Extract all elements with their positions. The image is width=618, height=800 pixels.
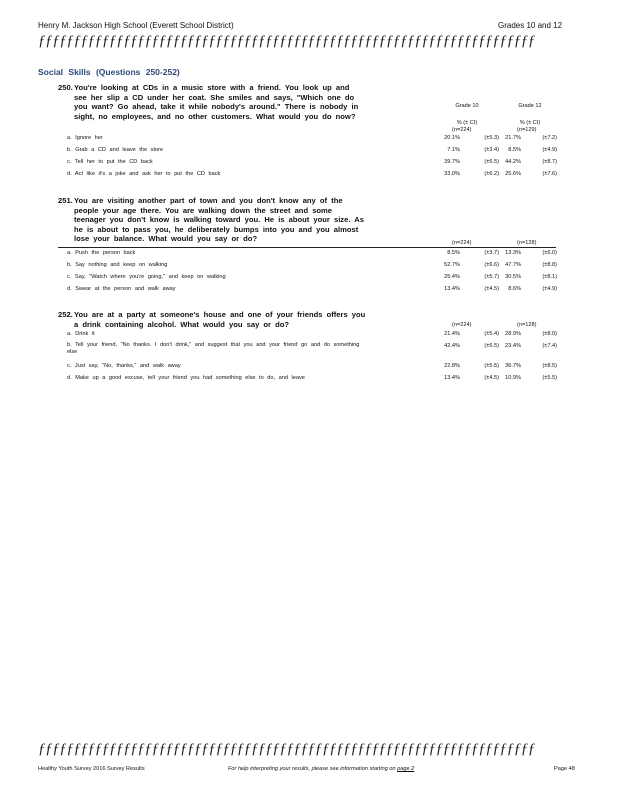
question-251 bbox=[58, 196, 366, 244]
grade10-ci: (±5.4) bbox=[484, 331, 499, 337]
grade10-header: Grade 10 bbox=[455, 103, 479, 109]
decorative-rule-top: ƒƒƒƒƒƒƒƒƒƒƒƒƒƒƒƒƒƒƒƒƒƒƒƒƒƒƒƒƒƒƒƒƒƒƒƒƒƒƒƒƒƒƒƒƒƒƒƒƒƒƒƒƒƒƒƒƒƒƒƒƒƒƒƒƒƒƒƒƒƒ bbox=[38, 33, 536, 49]
answer-label: c. Say, "Watch where you're going," and keep on walking bbox=[67, 274, 226, 280]
grade12-ci: (±4.9) bbox=[542, 286, 557, 292]
grade12-value: 30.5% bbox=[505, 274, 521, 280]
grade12-ci: (±4.9) bbox=[542, 147, 557, 153]
grade10-ci: (±4.5) bbox=[484, 375, 499, 381]
question-text: You are at a party at someone's house and one of your friends offers you a drink containing alcohol. What would you say or do? bbox=[74, 310, 366, 329]
grade12-value: 25.6% bbox=[505, 171, 521, 177]
answer-row bbox=[67, 285, 557, 294]
answer-row bbox=[67, 249, 557, 258]
question-number: 252. bbox=[58, 310, 73, 319]
question-text: You're looking at CDs in a music store with a friend. You look up and see her slip a CD under her coat. She smiles and says, "Which one do you want? Go ahead, take it while nobody's around." There is nobody in sight, no employees, and no other customers. What would you do now? bbox=[74, 83, 359, 121]
grade10-value: 13.4% bbox=[444, 375, 460, 381]
grade12-ci: (±8.0) bbox=[542, 331, 557, 337]
grade10-ci: (±6.5) bbox=[484, 343, 499, 349]
grade12-value: 28.9% bbox=[505, 331, 521, 337]
footer-help bbox=[228, 766, 414, 772]
grade10-ci: (±5.7) bbox=[484, 274, 499, 280]
grade10-value: 13.4% bbox=[444, 286, 460, 292]
grade12-value: 47.7% bbox=[505, 262, 521, 268]
grade12-ci: (±8.1) bbox=[542, 274, 557, 280]
answer-label: b. Grab a CD and leave the store bbox=[67, 147, 164, 153]
grade12-ci: (±7.4) bbox=[542, 343, 557, 349]
decorative-rule-bottom: ƒƒƒƒƒƒƒƒƒƒƒƒƒƒƒƒƒƒƒƒƒƒƒƒƒƒƒƒƒƒƒƒƒƒƒƒƒƒƒƒƒƒƒƒƒƒƒƒƒƒƒƒƒƒƒƒƒƒƒƒƒƒƒƒƒƒƒƒƒƒ bbox=[38, 741, 536, 757]
grade12-value: 44.2% bbox=[505, 159, 521, 165]
footer-survey: Healthy Youth Survey 2016 Survey Results bbox=[38, 766, 145, 772]
answer-label: b. Say nothing and keep on walking bbox=[67, 262, 168, 268]
n-grade12: (n=128) bbox=[517, 240, 537, 246]
grade10-ci: (±6.5) bbox=[484, 159, 499, 165]
n-grade10: (n=224) bbox=[452, 240, 472, 246]
grades-label: Grades 10 and 12 bbox=[498, 21, 563, 30]
answer-row bbox=[67, 134, 557, 143]
grade12-value: 13.3% bbox=[505, 250, 521, 256]
grade12-value: 8.6% bbox=[508, 286, 521, 292]
grade12-ci: (±8.7) bbox=[542, 159, 557, 165]
grade12-value: 8.5% bbox=[508, 147, 521, 153]
answer-row bbox=[67, 362, 557, 371]
grade12-ci: (±8.5) bbox=[542, 363, 557, 369]
answer-row bbox=[67, 374, 557, 383]
grade12-ci: (±7.6) bbox=[542, 171, 557, 177]
answer-label: a. Push the person back bbox=[67, 250, 136, 256]
answer-row bbox=[67, 330, 557, 339]
grade10-ci: (±6.6) bbox=[484, 262, 499, 268]
grade12-header: Grade 12 bbox=[518, 103, 542, 109]
table-divider bbox=[58, 247, 556, 248]
grade10-ci: (±4.5) bbox=[484, 286, 499, 292]
answer-label: d. Make up a good excuse, tell your friend you had something else to do, and leave bbox=[67, 375, 305, 381]
answer-label: b. Tell your friend, "No thanks. I don't drink," and suggest that you and your friend go and do something else bbox=[67, 342, 360, 355]
grade10-ci: (±5.5) bbox=[484, 363, 499, 369]
answer-label: a. Drink it bbox=[67, 331, 95, 337]
grade10-value: 42.4% bbox=[444, 343, 460, 349]
grade10-value: 25.4% bbox=[444, 274, 460, 280]
grade10-value: 52.7% bbox=[444, 262, 460, 268]
answer-row bbox=[67, 170, 557, 179]
grade10-ci: (±3.4) bbox=[484, 147, 499, 153]
footer-help-text: For help interpreting your results, please see information starting on bbox=[228, 766, 396, 772]
grade12-value: 10.9% bbox=[505, 375, 521, 381]
n-grade10: (n=224) bbox=[452, 322, 472, 328]
grade12-value: 21.7% bbox=[505, 135, 521, 141]
grade10-pct-header: % (± CI) bbox=[456, 120, 478, 126]
answer-row bbox=[67, 146, 557, 155]
grade10-value: 39.7% bbox=[444, 159, 460, 165]
grade12-ci: (±6.0) bbox=[542, 250, 557, 256]
grade10-value: 21.4% bbox=[444, 331, 460, 337]
answer-label: d. Swear at the person and walk away bbox=[67, 286, 176, 292]
grade10-ci: (±3.7) bbox=[484, 250, 499, 256]
question-250 bbox=[58, 83, 366, 121]
question-number: 250. bbox=[58, 83, 73, 92]
n-grade12: (n=129) bbox=[517, 127, 537, 133]
school-name: Henry M. Jackson High School (Everett School District) bbox=[38, 21, 234, 30]
grade12-ci: (±5.5) bbox=[542, 375, 557, 381]
answer-label: d. Act like it's a joke and ask her to put the CD back bbox=[67, 171, 221, 177]
grade12-ci: (±7.2) bbox=[542, 135, 557, 141]
page-link[interactable]: page 2 bbox=[397, 766, 415, 772]
grade10-value: 7.1% bbox=[447, 147, 460, 153]
grade10-ci: (±6.2) bbox=[484, 171, 499, 177]
grade10-value: 22.8% bbox=[444, 363, 460, 369]
grade10-value: 33.0% bbox=[444, 171, 460, 177]
answer-row bbox=[67, 158, 557, 167]
page-number: Page 48 bbox=[554, 766, 575, 772]
n-grade12: (n=128) bbox=[517, 322, 537, 328]
answer-label: c. Tell her to put the CD back bbox=[67, 159, 153, 165]
question-252 bbox=[58, 310, 366, 329]
grade12-ci: (±8.8) bbox=[542, 262, 557, 268]
answer-row bbox=[67, 261, 557, 270]
question-text: You are visiting another part of town and you don't know any of the people your age there. You are walking down the street and some teenager you don't know is walking toward you. He is about your size. As he is about to pass you, he deliberately bumps into you and you almost lose your balance. What would you say or do? bbox=[74, 196, 364, 244]
answer-row bbox=[67, 273, 557, 282]
grade10-value: 20.1% bbox=[444, 135, 460, 141]
section-title: Social Skills (Questions 250-252) bbox=[38, 67, 180, 77]
grade12-value: 23.4% bbox=[505, 343, 521, 349]
n-grade10: (n=224) bbox=[452, 127, 472, 133]
grade12-pct-header: % (± CI) bbox=[519, 120, 541, 126]
grade10-ci: (±5.3) bbox=[484, 135, 499, 141]
answer-label: c. Just say, "No, thanks," and walk away bbox=[67, 363, 181, 369]
question-number: 251. bbox=[58, 196, 73, 205]
answer-row bbox=[67, 342, 557, 358]
grade12-value: 36.7% bbox=[505, 363, 521, 369]
grade10-value: 8.5% bbox=[447, 250, 460, 256]
answer-label: a. Ignore her bbox=[67, 135, 103, 141]
